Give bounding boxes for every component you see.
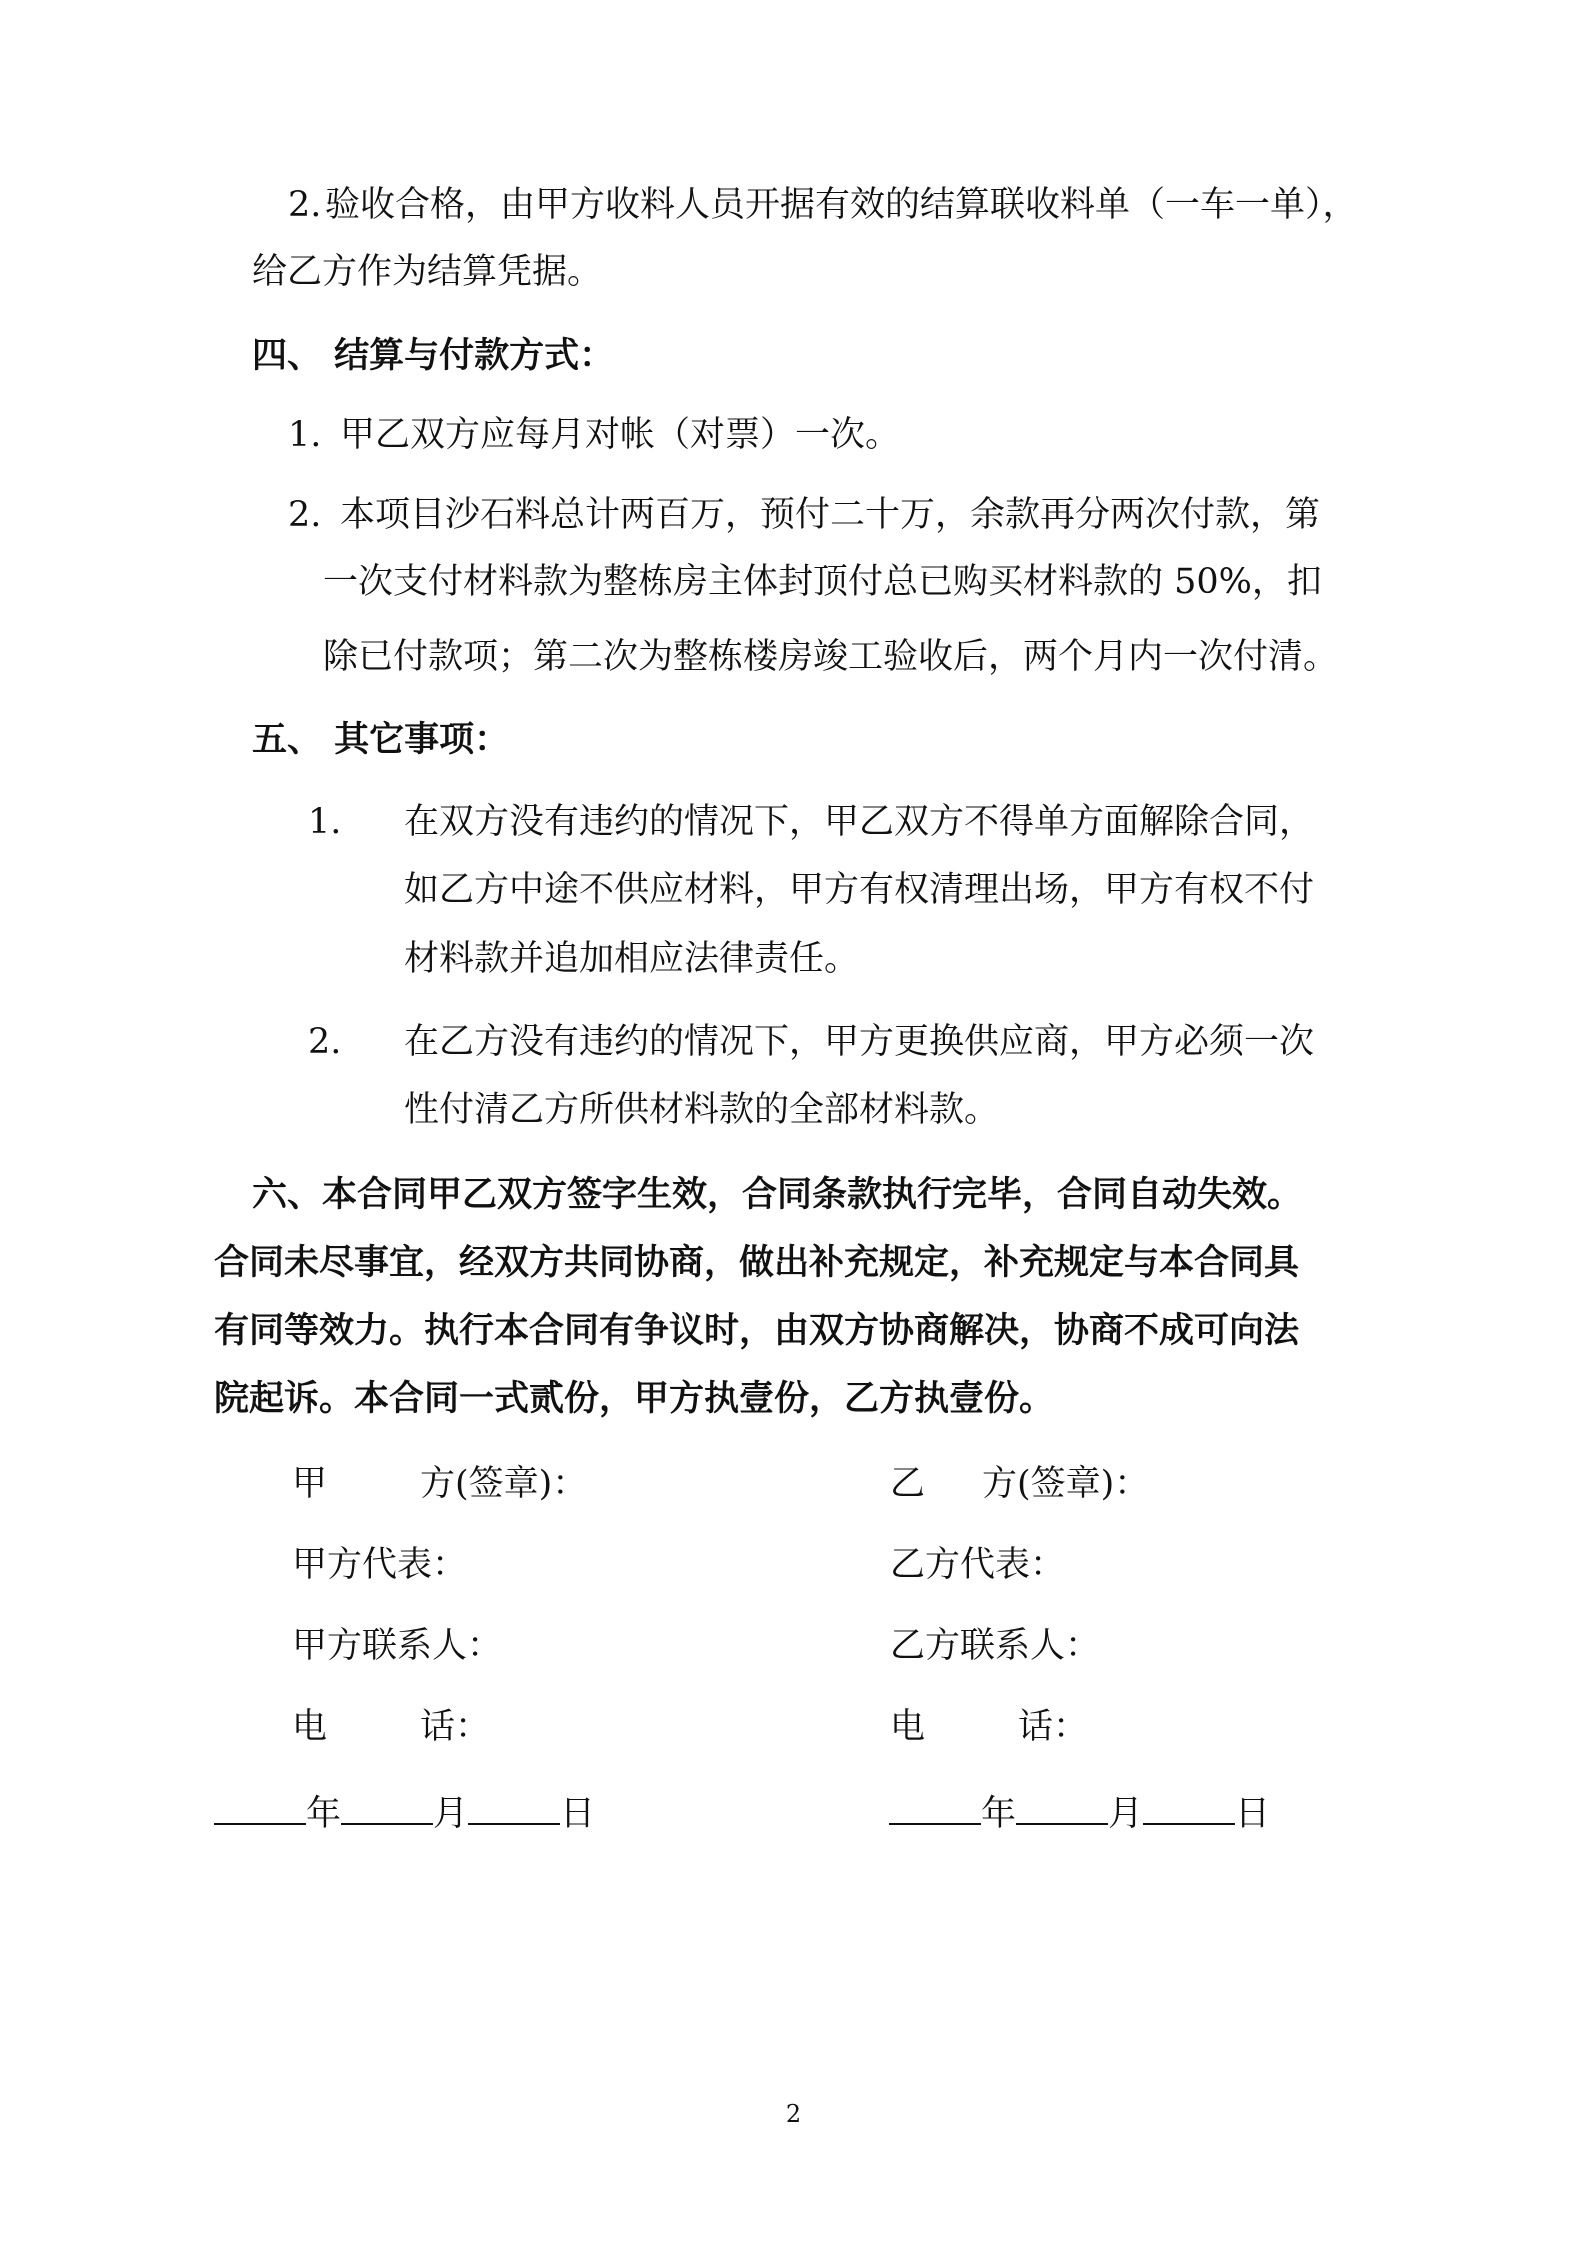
- party-a-representative-label: 甲方代表：: [292, 1545, 468, 1585]
- party-a-contact-label: 甲方联系人：: [292, 1626, 503, 1666]
- party-b-day-label: 日: [1235, 1794, 1271, 1834]
- section6-line4: 院起诉。本合同一式贰份，甲方执壹份，乙方执壹份。: [214, 1378, 1055, 1419]
- page-number: 2: [785, 2100, 802, 2128]
- party-b-day-blank: [1143, 1793, 1235, 1825]
- party-a-month-label: 月: [433, 1794, 469, 1834]
- section5-item2-line2: 性付清乙方所供材料款的全部材料款。: [404, 1090, 1000, 1130]
- section5-item2-number: 2.: [308, 1022, 342, 1062]
- section5-item1-number: 1.: [308, 802, 342, 842]
- section6-line1: 六、本合同甲乙双方签字生效，合同条款执行完毕，合同自动失效。: [252, 1174, 1303, 1215]
- party-a-phone-label-a: 电: [292, 1707, 328, 1747]
- section5-item1-line2: 如乙方中途不供应材料，甲方有权清理出场，甲方有权不付: [404, 870, 1315, 910]
- section4-item2-line2: 一次支付材料款为整栋房主体封顶付总已购买材料款的 50%，扣: [323, 562, 1322, 602]
- party-b-seal-label: 方(签章)：: [982, 1464, 1150, 1504]
- party-a-day-blank: [468, 1793, 560, 1825]
- party-b-contact-label: 乙方联系人：: [890, 1626, 1101, 1666]
- acceptance-item2-line2: 给乙方作为结算凭据。: [252, 252, 603, 292]
- section6-line2: 合同未尽事宜，经双方共同协商，做出补充规定，补充规定与本合同具: [214, 1242, 1300, 1283]
- party-b-seal-label-char: 乙: [890, 1464, 926, 1504]
- party-b-month-blank: [1016, 1793, 1108, 1825]
- party-b-month-label: 月: [1108, 1794, 1144, 1834]
- section6-line3: 有同等效力。执行本合同有争议时，由双方协商解决，协商不成可向法: [214, 1310, 1300, 1351]
- section4-item2-line3: 除已付款项；第二次为整栋楼房竣工验收后，两个月内一次付清。: [323, 637, 1339, 677]
- party-a-day-label: 日: [560, 1794, 596, 1834]
- party-a-year-blank: [214, 1793, 306, 1825]
- party-b-year-label: 年: [981, 1794, 1017, 1834]
- acceptance-item2-number: 2.: [288, 185, 322, 225]
- section4-item2-number: 2.: [288, 495, 322, 535]
- party-a-date-line: [214, 1793, 595, 1832]
- party-b-phone-label-a: 电: [890, 1707, 926, 1747]
- party-b-date-line: [889, 1793, 1270, 1832]
- party-b-representative-label: 乙方代表：: [890, 1545, 1066, 1585]
- party-b-phone-label-b: 话：: [1018, 1707, 1089, 1747]
- party-a-seal-label-char: 甲: [292, 1464, 328, 1504]
- section4-item1-text: 甲乙双方应每月对帐（对票）一次。: [340, 415, 901, 455]
- section5-item1-line1: 在双方没有违约的情况下，甲乙双方不得单方面解除合同，: [404, 802, 1315, 842]
- section5-item1-line3: 材料款并追加相应法律责任。: [404, 939, 860, 979]
- party-a-seal-label: 方(签章)：: [420, 1464, 588, 1504]
- party-a-month-blank: [341, 1793, 433, 1825]
- acceptance-item2-line1: 验收合格，由甲方收料人员开据有效的结算联收料单（一车一单），: [325, 185, 1358, 225]
- party-b-year-blank: [889, 1793, 981, 1825]
- section4-item1-number: 1.: [288, 415, 322, 455]
- section5-heading: 五、 其它事项：: [252, 719, 510, 760]
- section4-heading: 四、 结算与付款方式：: [252, 335, 615, 376]
- party-a-year-label: 年: [306, 1794, 342, 1834]
- section5-item2-line1: 在乙方没有违约的情况下，甲方更换供应商，甲方必须一次: [404, 1022, 1315, 1062]
- section4-item2-line1: 本项目沙石料总计两百万，预付二十万，余款再分两次付款，第: [340, 495, 1321, 535]
- party-a-phone-label-b: 话：: [420, 1707, 491, 1747]
